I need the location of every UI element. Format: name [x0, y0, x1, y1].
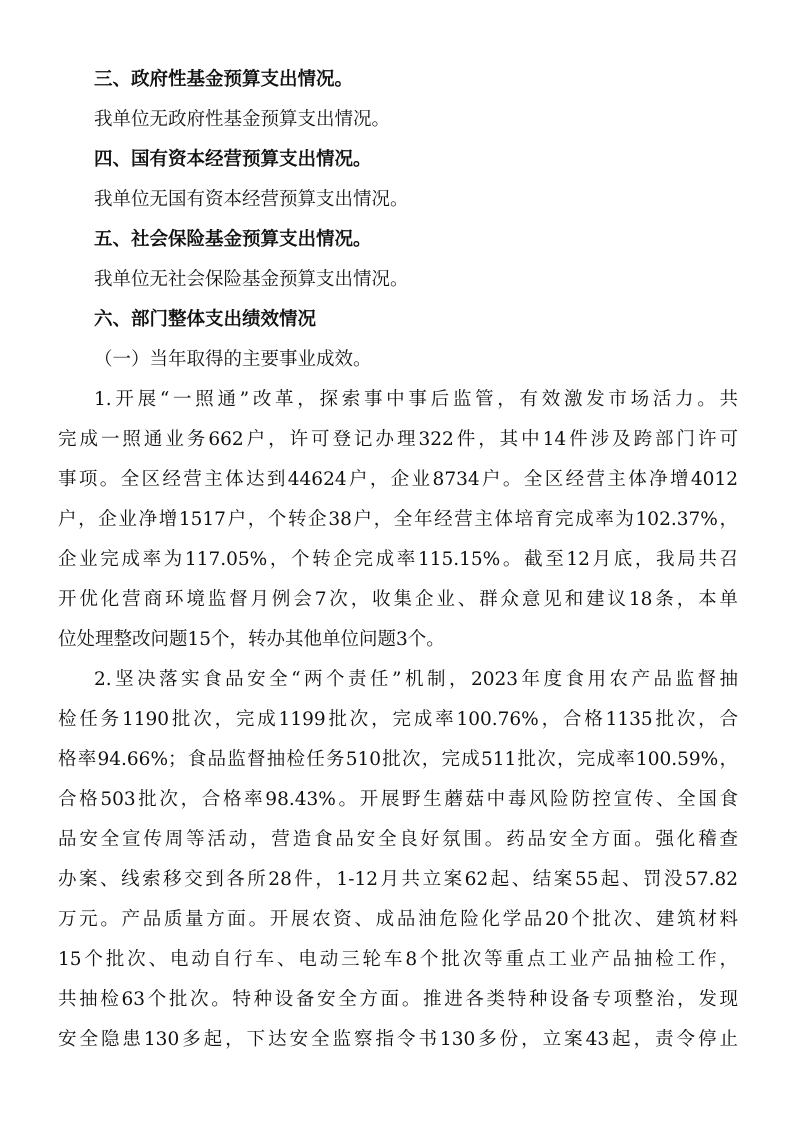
- paragraph-2-line: 15个批次、电动自行车、电动三轮车8个批次等重点工业产品抽检工作，: [58, 949, 738, 970]
- paragraph-2-line: 检任务1190批次，完成1199批次，完成率100.76%，合格1135批次，合: [58, 709, 738, 730]
- section-3-heading: 三、政府性基金预算支出情况。: [94, 69, 354, 90]
- section-6-heading: 六、部门整体支出绩效情况: [94, 309, 317, 330]
- paragraph-1-line: 开优化营商环境监督月例会7次，收集企业、群众意见和建议18条，本单: [58, 589, 738, 610]
- section-5-text: 我单位无社会保险基金预算支出情况。: [94, 269, 409, 290]
- paragraph-1-line: 企业完成率为117.05%，个转企完成率115.15%。截至12月底，我局共召: [58, 549, 738, 570]
- section-5-heading: 五、社会保险基金预算支出情况。: [94, 229, 372, 250]
- paragraph-2-line: 办案、线索移交到各所28件，1-12月共立案62起、结案55起、罚没57.82: [58, 869, 738, 890]
- paragraph-2-line: 品安全宣传周等活动，营造食品安全良好氛围。药品安全方面。强化稽查: [58, 829, 738, 850]
- paragraph-1-line: 户，企业净增1517户，个转企38户，全年经营主体培育完成率为102.37%，: [58, 509, 738, 530]
- section-4-heading: 四、国有资本经营预算支出情况。: [94, 149, 372, 170]
- paragraph-2-line: 共抽检63个批次。特种设备安全方面。推进各类特种设备专项整治，发现: [58, 989, 738, 1010]
- paragraph-2-line: 2.坚决落实食品安全“两个责任”机制，2023年度食用农产品监督抽: [94, 669, 738, 690]
- document-page: [58, 60, 738, 1060]
- paragraph-2-line: 万元。产品质量方面。开展农资、成品油危险化学品20个批次、建筑材料: [58, 909, 738, 930]
- paragraph-1-line: 完成一照通业务662户，许可登记办理322件，其中14件涉及跨部门许可: [58, 429, 738, 450]
- section-3-text: 我单位无政府性基金预算支出情况。: [94, 109, 391, 130]
- paragraph-1-line: 事项。全区经营主体达到44624户，企业8734户。全区经营主体净增4012: [58, 469, 738, 490]
- paragraph-1-line: 位处理整改问题15个，转办其他单位问题3个。: [58, 629, 445, 650]
- paragraph-1: [58, 380, 738, 660]
- paragraph-2-line: 安全隐患130多起，下达安全监察指令书130多份，立案43起，责令停止: [58, 1029, 738, 1050]
- paragraph-2-line: 合格503批次，合格率98.43%。开展野生蘑菇中毒风险防控宣传、全国食: [58, 789, 738, 810]
- paragraph-1-line: 1.开展“一照通”改革，探索事中事后监管，有效激发市场活力。共: [94, 389, 738, 410]
- section-6-subheading: （一）当年取得的主要事业成效。: [94, 349, 372, 370]
- paragraph-2-line: 格率94.66%；食品监督抽检任务510批次，完成511批次，完成率100.59%，: [58, 749, 738, 770]
- paragraph-2: [58, 660, 738, 1060]
- section-4-text: 我单位无国有资本经营预算支出情况。: [94, 189, 409, 210]
